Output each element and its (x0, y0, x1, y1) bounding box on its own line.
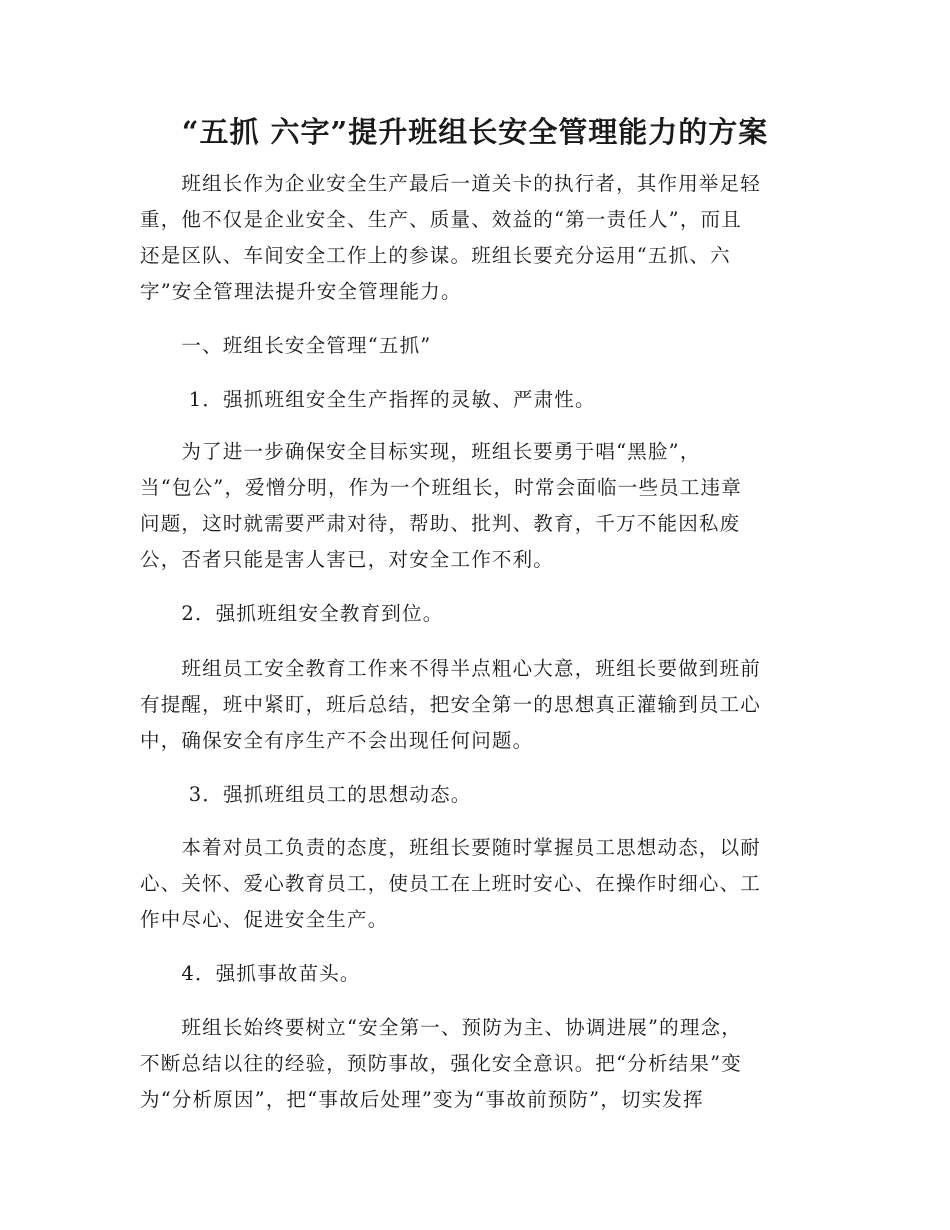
item-paragraph (140, 1010, 810, 1118)
text-line: 不断总结以往的经验，预防事故，强化安全意识。把“分析结果”变 (140, 1052, 742, 1075)
item-heading-text: 2．强抓班组安全教育到位。 (140, 602, 444, 625)
text-line: 班组长始终要树立“安全第一、预防为主、协调进展”的理念， (140, 1016, 742, 1039)
intro-paragraph (140, 166, 810, 310)
item-heading-text: 1．强抓班组安全生产指挥的灵敏、严肃性。 (140, 388, 596, 411)
text-line: 公，否者只能是害人害已，对安全工作不利。 (140, 548, 555, 571)
item-heading (140, 382, 810, 418)
text-line: 本着对员工负责的态度，班组长要随时掌握员工思想动态，以耐 (140, 836, 762, 859)
text-line: 中，确保安全有序生产不会出现任何问题。 (140, 729, 534, 752)
text-line: 当“包公”，爱憎分明，作为一个班组长，时常会面临一些员工违章 (140, 476, 742, 499)
text-line: 问题，这时就需要严肃对待，帮助、批判、教育，千万不能因私废 (140, 512, 741, 535)
item-paragraph (140, 651, 810, 759)
item-heading (140, 596, 810, 632)
section-heading (140, 328, 810, 364)
text-line: 重，他不仅是企业安全、生产、质量、效益的“第一责任人”，而且 (140, 208, 742, 231)
text-line: 作中尽心、促进安全生产。 (140, 908, 389, 931)
item-heading-text: 4．强抓事故苗头。 (140, 962, 361, 985)
item-heading (140, 956, 810, 992)
text-line: 班组长作为企业安全生产最后一道关卡的执行者，其作用举足轻 (140, 172, 762, 195)
item-heading-text: 3．强抓班组员工的思想动态。 (140, 783, 472, 806)
text-line: 为“分析原因”，把“事故后处理”变为“事故前预防”，切实发挥 (140, 1088, 704, 1111)
text-line: 还是区队、车间安全工作上的参谋。班组长要充分运用“五抓、六 (140, 244, 731, 267)
section-heading-text: 一、班组长安全管理“五抓” (140, 334, 432, 357)
text-line: 班组员工安全教育工作来不得半点粗心大意，班组长要做到班前 (140, 657, 762, 680)
text-line: 心、关怀、爱心教育员工，使员工在上班时安心、在操作时细心、工 (140, 872, 762, 895)
text-line: 字”安全管理法提升安全管理能力。 (140, 280, 462, 303)
document-title: “五抓 六字”提升班组长安全管理能力的方案 (181, 115, 769, 149)
text-line: 为了进一步确保安全目标实现，班组长要勇于唱“黑脸”， (140, 440, 701, 463)
item-paragraph (140, 830, 810, 938)
item-heading (140, 777, 810, 813)
item-paragraph (140, 434, 810, 578)
text-line: 有提醒，班中紧盯，班后总结，把安全第一的思想真正灌输到员工心 (140, 693, 762, 716)
